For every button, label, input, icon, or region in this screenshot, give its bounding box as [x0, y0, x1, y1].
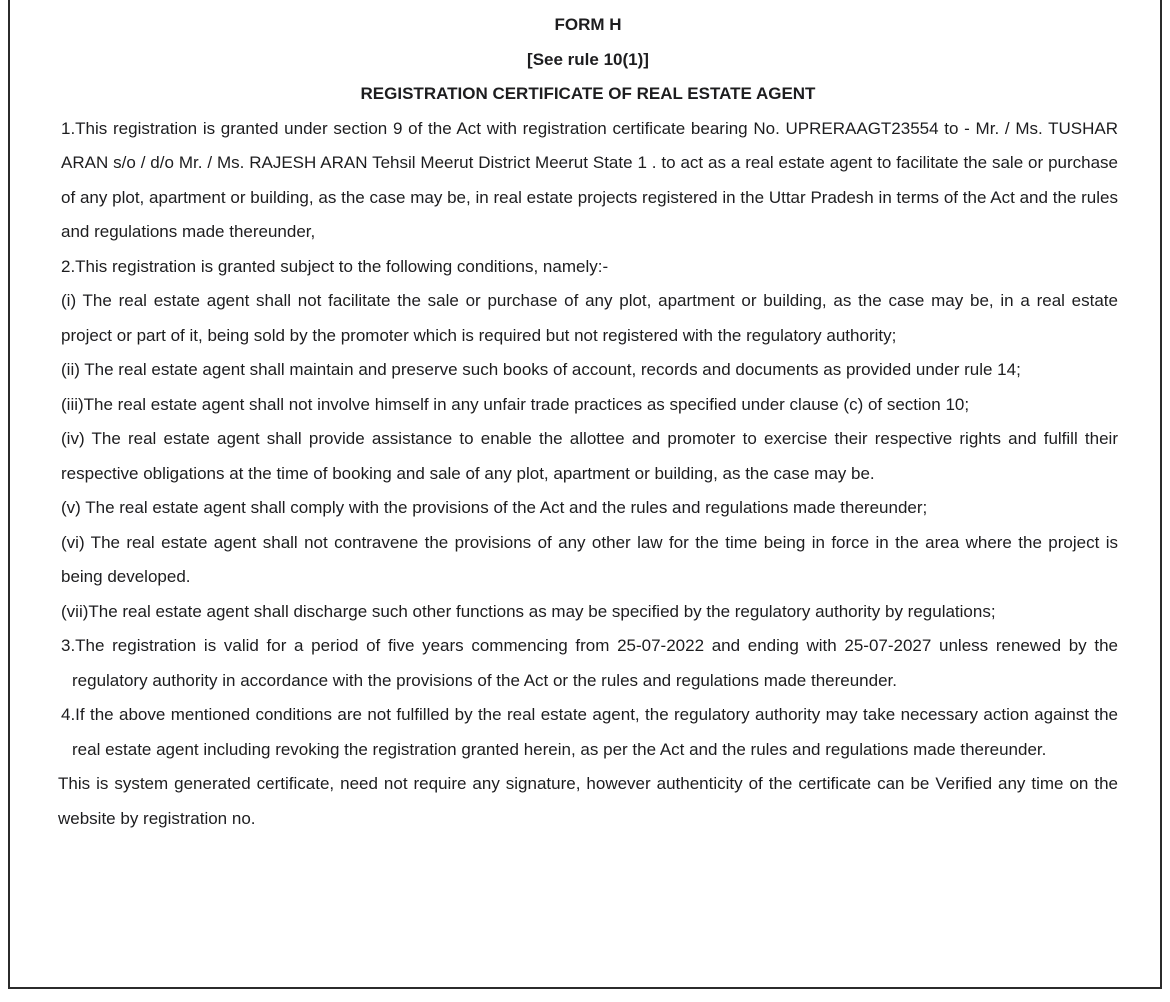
clause-revocation: 4.If the above mentioned conditions are not fulfilled by the real estate agent, the regulatory authority may take necessary action against the real estate agent including revoking the registration granted herein, as per the Act and the rules and regulations made thereunder.: [61, 705, 1118, 759]
clause-condition-ii: (ii) The real estate agent shall maintain and preserve such books of account, records and documents as provided under rule 14;: [61, 360, 1021, 379]
system-generated-note: This is system generated certificate, need not require any signature, however authenticity of the certificate can be Verified any time on the website by registration no.: [58, 774, 1118, 828]
clause-condition-v: (v) The real estate agent shall comply with the provisions of the Act and the rules and regulations made thereunder;: [61, 498, 928, 517]
clause-condition-i: (i) The real estate agent shall not facilitate the sale or purchase of any plot, apartment or building, as the case may be, in a real estate project or part of it, being sold by the promoter which is required but not registered with the regulatory authority;: [61, 291, 1118, 345]
rule-reference-heading: [See rule 10(1)]: [527, 49, 649, 69]
clause-condition-iv: (iv) The real estate agent shall provide assistance to enable the allottee and promoter to exercise their respective rights and fulfill their respective obligations at the time of booking and sale of any plot, apartment or building, as the case may be.: [61, 429, 1118, 483]
certificate-page-border: [8, 0, 1162, 989]
certificate-title: REGISTRATION CERTIFICATE OF REAL ESTATE AGENT: [360, 84, 816, 103]
clause-registration-grant: 1.This registration is granted under section 9 of the Act with registration certificate bearing No. UPRERAAGT23554 to - Mr. / Ms. TUSHAR ARAN s/o / d/o Mr. / Ms. RAJESH ARAN Tehsil Meerut District Meerut State 1 . to act as a real estate agent to facilitate the sale or purchase of any plot, apartment or building, as the case may be, in real estate projects registered in the Uttar Pradesh in terms of the Act and the rules and regulations made thereunder,: [61, 118, 1118, 241]
clause-validity-period: 3.The registration is valid for a period of five years commencing from 25-07-2022 and ending with 25-07-2027 unless renewed by the regulatory authority in accordance with the provisions of the Act or the rules and regulations made thereunder.: [61, 636, 1118, 690]
clause-condition-vii: (vii)The real estate agent shall discharge such other functions as may be specified by the regulatory authority by regulations;: [61, 601, 996, 621]
clause-conditions-intro: 2.This registration is granted subject to the following conditions, namely:-: [61, 256, 609, 276]
form-heading: FORM H: [554, 15, 622, 34]
clause-condition-iii: (iii)The real estate agent shall not involve himself in any unfair trade practices as specified under clause (c) of section 10;: [61, 394, 970, 414]
clauses-section: [58, 112, 1118, 768]
clause-condition-vi: (vi) The real estate agent shall not contravene the provisions of any other law for the time being in force in the area where the project is being developed.: [61, 532, 1118, 586]
certificate-content: [10, 0, 1160, 836]
